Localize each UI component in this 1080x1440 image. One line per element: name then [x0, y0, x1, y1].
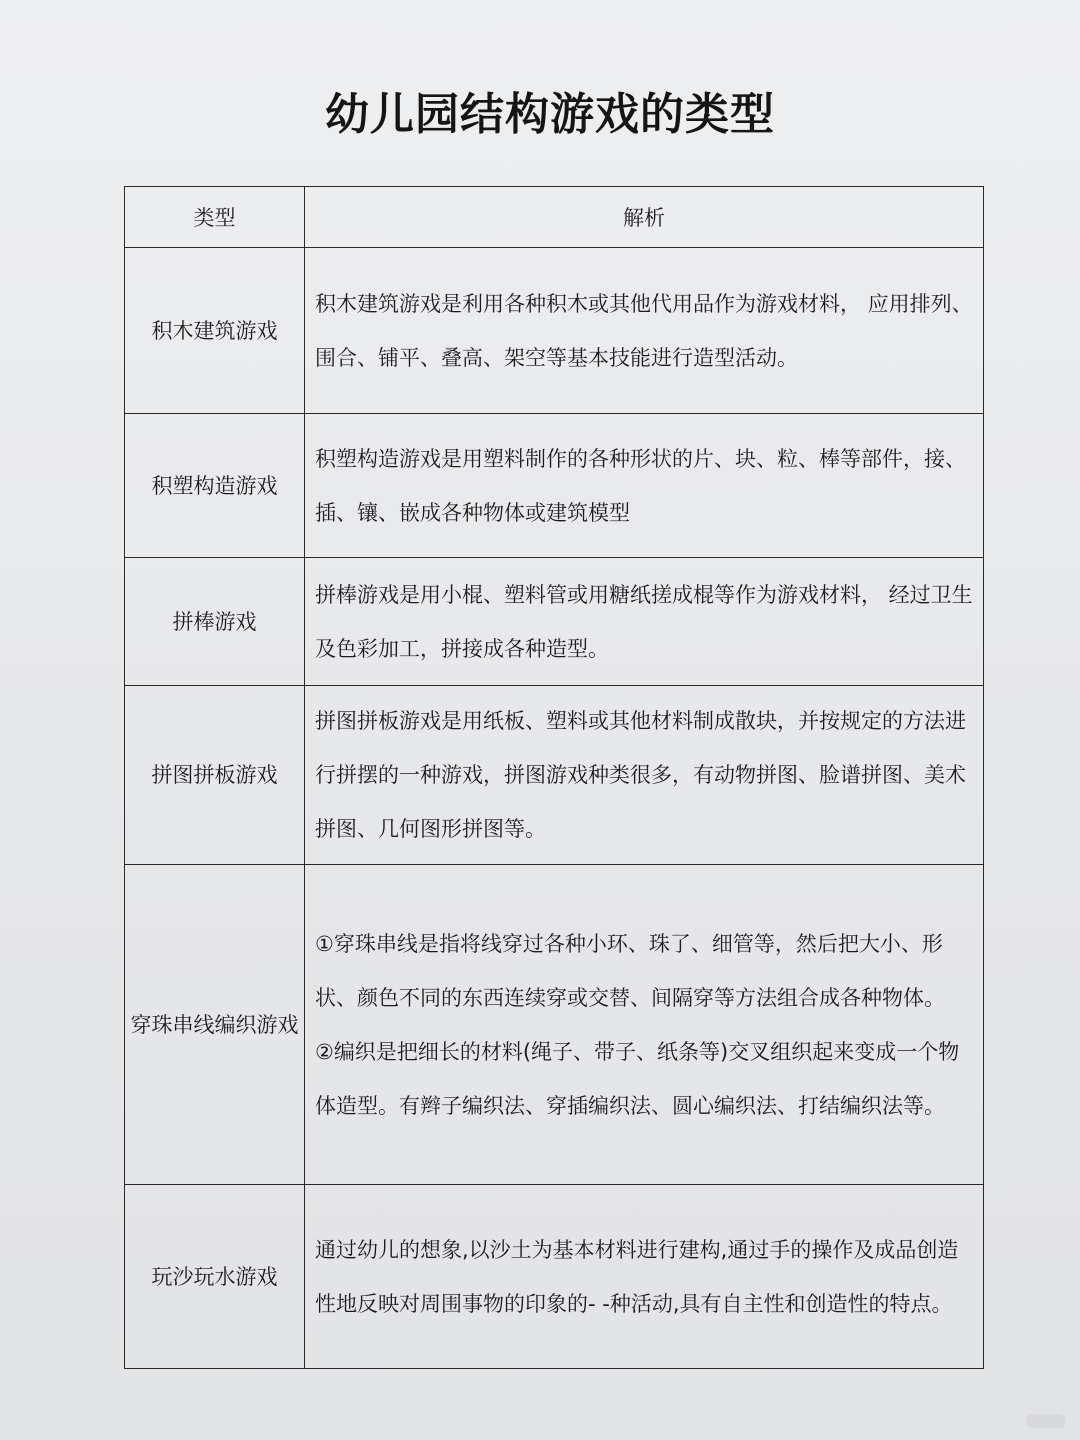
watermark-badge	[1026, 1414, 1066, 1428]
table-row	[125, 248, 984, 414]
page-title: 幼儿园结构游戏的类型	[325, 89, 775, 140]
table-row	[125, 865, 984, 1185]
row-type: 积木建筑游戏	[125, 248, 305, 414]
game-types-table	[124, 186, 984, 1369]
row-analysis: 积塑构造游戏是用塑料制作的各种形状的片、块、粒、棒等部件，接、插、镶、嵌成各种物体或建筑模型	[305, 414, 984, 558]
row-analysis: 拼棒游戏是用小棍、塑料管或用糖纸搓成棍等作为游戏材料， 经过卫生及色彩加工，拼接成各种造型。	[305, 558, 984, 686]
table-row	[125, 558, 984, 686]
row-analysis	[305, 865, 984, 1185]
table-header-row	[125, 187, 984, 248]
analysis-paragraph-2: ②编织是把细长的材料(绳子、带子、纸条等)交叉组织起来变成一个物体造型。有辫子编织法、穿插编织法、圆心编织法、打结编织法等。	[315, 1039, 960, 1118]
row-type: 积塑构造游戏	[125, 414, 305, 558]
row-analysis: 通过幼儿的想象,以沙土为基本材料进行建构,通过手的操作及成品创造性地反映对周围事物的印象的- -种活动,具有自主性和创造性的特点。	[305, 1185, 984, 1369]
row-type: 拼棒游戏	[125, 558, 305, 686]
row-analysis: 拼图拼板游戏是用纸板、塑料或其他材料制成散块，并按规定的方法进行拼摆的一种游戏，拼图游戏种类很多，有动物拼图、脸谱拼图、美术拼图、几何图形拼图等。	[305, 686, 984, 865]
row-type: 穿珠串线编织游戏	[125, 865, 305, 1185]
header-analysis: 解析	[305, 187, 984, 248]
analysis-paragraph-1: ①穿珠串线是指将线穿过各种小环、珠了、细管等，然后把大小、形状、颜色不同的东西连续穿或交替、间隔穿等方法组合成各种物体。	[315, 931, 945, 1010]
header-type: 类型	[125, 187, 305, 248]
table-row	[125, 1185, 984, 1369]
table-row	[125, 686, 984, 865]
table-row	[125, 414, 984, 558]
row-analysis: 积木建筑游戏是利用各种积木或其他代用品作为游戏材料， 应用排列、围合、铺平、叠高、架空等基本技能进行造型活动。	[305, 248, 984, 414]
row-type: 玩沙玩水游戏	[125, 1185, 305, 1369]
row-type: 拼图拼板游戏	[125, 686, 305, 865]
